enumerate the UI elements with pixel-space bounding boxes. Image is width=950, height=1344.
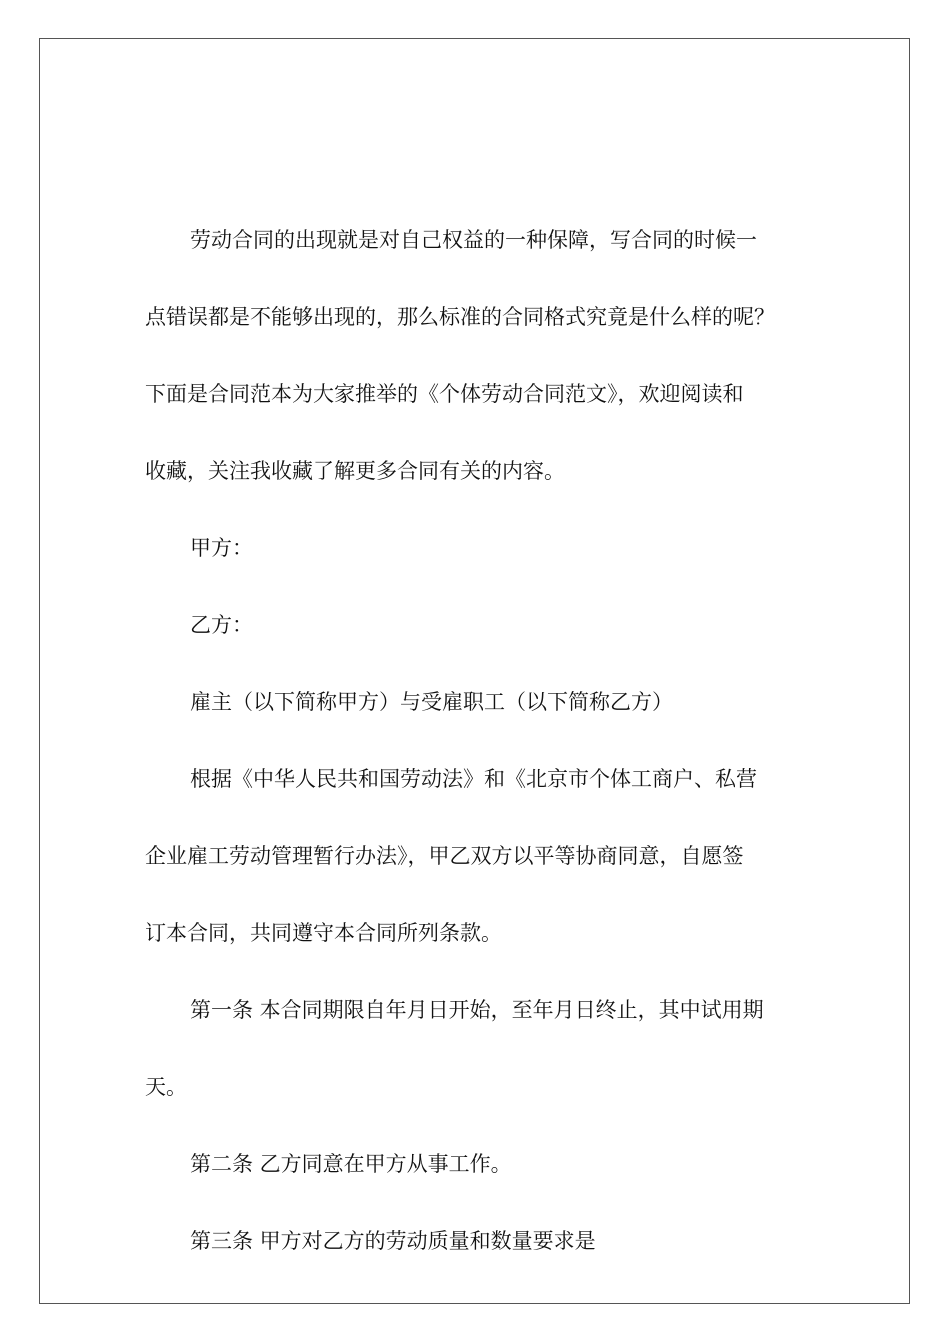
text-line: 企业雇工劳动管理暂行办法》，甲乙双方以平等协商同意，自愿签	[145, 844, 744, 868]
article-1-line: 第一条 本合同期限自年月日开始，至年月日终止，其中试用期	[190, 998, 764, 1022]
party-b-line: 乙方：	[190, 613, 253, 637]
text-line: 点错误都是不能够出现的，那么标准的合同格式究竟是什么样的呢？	[145, 305, 775, 329]
text-line: 雇主（以下简称甲方）与受雇职工（以下简称乙方）	[190, 690, 673, 714]
text-line: 天。	[145, 1075, 187, 1099]
text-line: 下面是合同范本为大家推举的《个体劳动合同范文》，欢迎阅读和	[145, 382, 744, 406]
text-line: 收藏，关注我收藏了解更多合同有关的内容。	[145, 459, 565, 483]
document-body	[145, 202, 825, 1280]
text-line: 根据《中华人民共和国劳动法》和《北京市个体工商户、私营	[190, 767, 757, 791]
text-line: 劳动合同的出现就是对自己权益的一种保障，写合同的时候一	[190, 228, 757, 252]
text-line: 订本合同，共同遵守本合同所列条款。	[145, 921, 502, 945]
article-2-line: 第二条 乙方同意在甲方从事工作。	[190, 1152, 512, 1176]
party-a-line: 甲方：	[190, 536, 253, 560]
article-3-line: 第三条 甲方对乙方的劳动质量和数量要求是	[190, 1229, 596, 1253]
